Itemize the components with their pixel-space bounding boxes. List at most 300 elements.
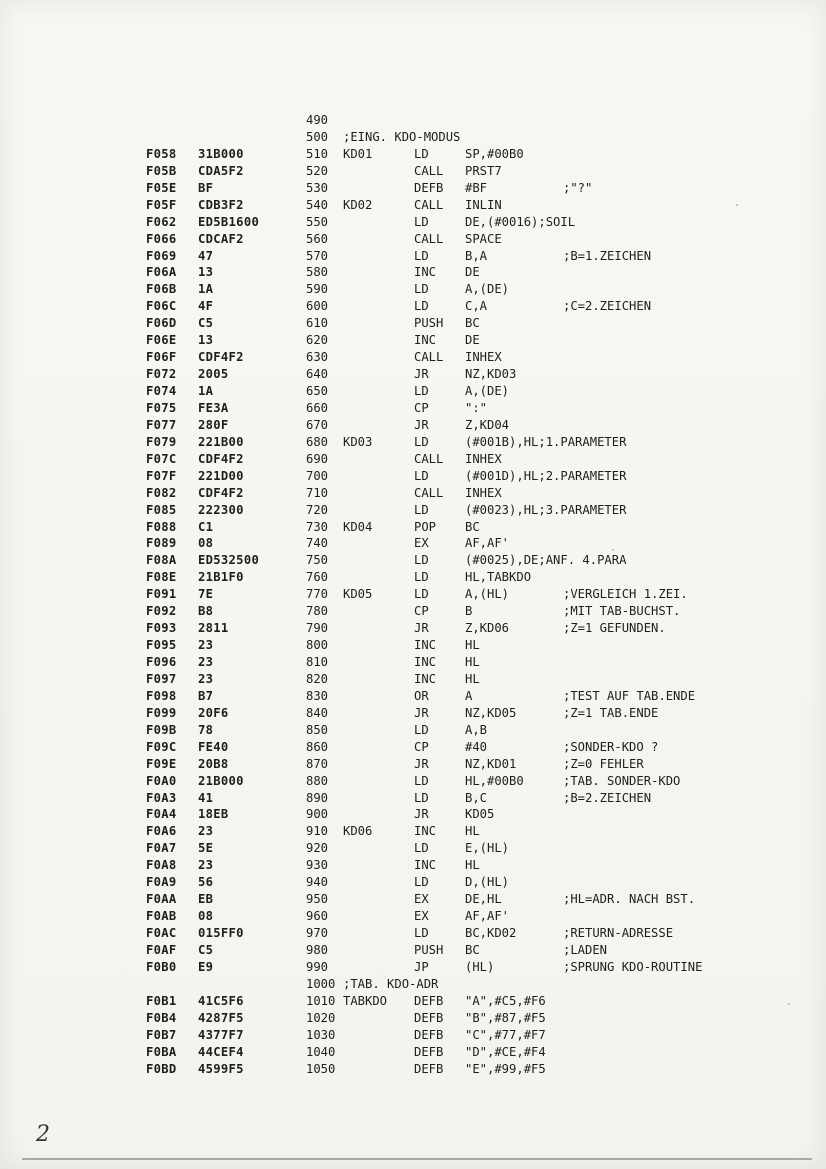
line-number-field: 830: [306, 688, 329, 703]
machine-code-field: 4599F5: [198, 1061, 244, 1076]
address-field: F07F: [146, 468, 177, 483]
machine-code-field: 4377F7: [198, 1027, 244, 1042]
comment-field: ;B=2.ZEICHEN: [563, 790, 652, 805]
mnemonic-field: LD: [414, 384, 429, 398]
listing-line: [0, 400, 826, 417]
address-field: F0B0: [146, 959, 177, 974]
comment-field: ;Z=1 GEFUNDEN.: [563, 621, 666, 636]
line-number-field: 620: [306, 333, 329, 348]
listing-line: [0, 197, 826, 214]
listing-line: [0, 180, 826, 197]
operand-field: DE,(#0016);SOIL: [465, 214, 576, 229]
address-field: F089: [146, 536, 177, 551]
address-field: F06C: [146, 299, 177, 314]
mnemonic-field: LD: [414, 926, 429, 940]
mnemonic-field: LD: [414, 299, 429, 314]
mnemonic-field: PUSH: [414, 316, 444, 331]
mnemonic-field: DEFB: [414, 180, 444, 195]
address-field: F097: [146, 671, 177, 686]
line-number-field: 700: [306, 468, 329, 483]
listing-line: [0, 908, 826, 925]
operand-field: C,A: [465, 299, 488, 314]
line-number-field: 540: [306, 197, 329, 212]
line-number-field: 500: [306, 129, 329, 144]
line-number-field: 880: [306, 773, 329, 788]
operand-field: INHEX: [465, 451, 502, 466]
mnemonic-field: CALL: [414, 350, 444, 365]
mnemonic-field: LD: [414, 248, 429, 263]
address-field: F069: [146, 248, 177, 263]
machine-code-field: 18EB: [198, 807, 229, 822]
machine-code-field: FE40: [198, 739, 229, 754]
listing-line: [0, 620, 826, 637]
operand-field: "C",#77,#F7: [465, 1027, 546, 1042]
comment-field: ;Z=0 FEHLER: [563, 756, 644, 771]
line-number-field: 1020: [306, 1010, 336, 1025]
mnemonic-field: LD: [414, 570, 429, 585]
address-field: F06A: [146, 265, 177, 280]
machine-code-field: 44CEF4: [198, 1044, 244, 1059]
mnemonic-field: DEFB: [414, 1061, 444, 1076]
listing-line: [0, 434, 826, 451]
machine-code-field: 015FF0: [198, 926, 244, 940]
listing-line: [0, 603, 826, 620]
address-field: F074: [146, 384, 177, 398]
page-number: 2: [36, 1122, 50, 1147]
mnemonic-field: LD: [414, 841, 429, 856]
listing-line: [0, 1061, 826, 1078]
listing-line: [0, 942, 826, 959]
comment-field: ;C=2.ZEICHEN: [563, 299, 652, 314]
line-number-field: 850: [306, 722, 329, 737]
operand-field: KD05: [465, 807, 495, 822]
listing-line: [0, 891, 826, 908]
listing-line: [0, 705, 826, 722]
listing-line: [0, 671, 826, 688]
address-field: F091: [146, 587, 177, 602]
line-number-field: 770: [306, 587, 329, 602]
mnemonic-field: LD: [414, 282, 429, 297]
listing-line: [0, 823, 826, 840]
listing-line: [0, 535, 826, 552]
comment-field: ;Z=1 TAB.ENDE: [563, 705, 659, 720]
machine-code-field: 20F6: [198, 705, 229, 720]
operand-field: INHEX: [465, 485, 502, 500]
line-number-field: 730: [306, 519, 329, 534]
operand-field: A,(HL): [465, 587, 510, 602]
listing-line: [0, 874, 826, 891]
listing-line: [0, 129, 826, 146]
mnemonic-field: INC: [414, 333, 437, 348]
page-bottom-edge: [22, 1158, 812, 1160]
line-number-field: 600: [306, 299, 329, 314]
address-field: F066: [146, 231, 177, 246]
address-field: F088: [146, 519, 177, 534]
machine-code-field: E9: [198, 959, 214, 974]
operand-field: BC: [465, 942, 480, 957]
address-field: F085: [146, 502, 177, 517]
address-field: F0A6: [146, 824, 177, 839]
mnemonic-field: CALL: [414, 197, 444, 212]
line-number-field: 650: [306, 384, 329, 398]
line-number-field: 1000: [306, 976, 336, 991]
address-field: F0B4: [146, 1010, 177, 1025]
line-number-field: 660: [306, 400, 329, 415]
line-number-field: 640: [306, 367, 329, 382]
mnemonic-field: CP: [414, 739, 429, 754]
operand-field: DE: [465, 265, 480, 280]
comment-field: ;RETURN-ADRESSE: [563, 926, 674, 940]
line-number-field: 990: [306, 959, 329, 974]
operand-field: (#0025),DE;ANF. 4.PARA: [465, 553, 627, 568]
line-number-field: 840: [306, 705, 329, 720]
listing-line: [0, 519, 826, 536]
line-number-field: 930: [306, 858, 329, 873]
listing-line: [0, 417, 826, 434]
machine-code-field: 56: [198, 875, 214, 890]
listing-line: [0, 925, 826, 942]
operand-field: A,B: [465, 722, 488, 737]
line-number-field: 720: [306, 502, 329, 517]
operand-field: NZ,KD01: [465, 756, 517, 771]
operand-field: B,C: [465, 790, 488, 805]
line-number-field: 1010: [306, 993, 336, 1008]
mnemonic-field: CALL: [414, 485, 444, 500]
mnemonic-field: LD: [414, 553, 429, 568]
mnemonic-field: LD: [414, 773, 429, 788]
listing-line: [0, 349, 826, 366]
address-field: F05E: [146, 180, 177, 195]
mnemonic-field: PUSH: [414, 942, 444, 957]
machine-code-field: 23: [198, 824, 214, 839]
address-field: F096: [146, 655, 177, 669]
mnemonic-field: JR: [414, 621, 429, 636]
machine-code-field: 2005: [198, 367, 229, 382]
operand-field: SPACE: [465, 231, 502, 246]
line-number-field: 1030: [306, 1027, 336, 1042]
line-number-field: 520: [306, 163, 329, 178]
listing-line: [0, 214, 826, 231]
listing-line: [0, 739, 826, 756]
machine-code-field: 280F: [198, 417, 229, 432]
machine-code-field: 23: [198, 671, 214, 686]
operand-field: HL: [465, 638, 480, 653]
machine-code-field: 41: [198, 790, 214, 805]
machine-code-field: CDA5F2: [198, 163, 244, 178]
machine-code-field: 20B8: [198, 756, 229, 771]
mnemonic-field: LD: [414, 146, 429, 161]
listing-line: [0, 637, 826, 654]
operand-field: BC: [465, 519, 480, 534]
mnemonic-field: LD: [414, 502, 429, 517]
listing-line: [0, 857, 826, 874]
address-field: F062: [146, 214, 177, 229]
listing-line: [0, 790, 826, 807]
operand-field: NZ,KD05: [465, 705, 517, 720]
line-number-field: 610: [306, 316, 329, 331]
operand-field: HL: [465, 671, 480, 686]
address-field: F077: [146, 417, 177, 432]
operand-field: A,(DE): [465, 384, 510, 398]
comment-field: ;TAB. SONDER-KDO: [563, 773, 681, 788]
line-number-field: 970: [306, 926, 329, 940]
address-field: F09C: [146, 739, 177, 754]
operand-field: DE,HL: [465, 892, 502, 907]
machine-code-field: ED532500: [198, 553, 260, 568]
listing-line: [0, 586, 826, 603]
mnemonic-field: DEFB: [414, 1044, 444, 1059]
mnemonic-field: INC: [414, 824, 437, 839]
mnemonic-field: INC: [414, 858, 437, 873]
operand-field: HL: [465, 858, 480, 873]
listing-line: [0, 1010, 826, 1027]
machine-code-field: 23: [198, 655, 214, 669]
address-field: F06D: [146, 316, 177, 331]
machine-code-field: 41C5F6: [198, 993, 244, 1008]
line-number-field: 890: [306, 790, 329, 805]
listing-line: [0, 298, 826, 315]
listing-line: [0, 485, 826, 502]
mnemonic-field: CALL: [414, 451, 444, 466]
listing-line: [0, 383, 826, 400]
address-field: F06E: [146, 333, 177, 348]
machine-code-field: 13: [198, 333, 214, 348]
address-field: F05F: [146, 197, 177, 212]
operand-field: Z,KD04: [465, 417, 510, 432]
mnemonic-field: CALL: [414, 163, 444, 178]
machine-code-field: 1A: [198, 282, 214, 297]
paper-speck: [612, 549, 614, 551]
address-field: F0A0: [146, 773, 177, 788]
address-field: F09E: [146, 756, 177, 771]
machine-code-field: C1: [198, 519, 214, 534]
listing-line: [0, 281, 826, 298]
line-number-field: 810: [306, 655, 329, 669]
label-field: KD06: [343, 824, 373, 839]
operand-field: B,A: [465, 248, 488, 263]
machine-code-field: C5: [198, 942, 214, 957]
operand-field: "D",#CE,#F4: [465, 1044, 546, 1059]
listing-line: [0, 1027, 826, 1044]
line-number-field: 490: [306, 113, 329, 127]
machine-code-field: B8: [198, 604, 214, 619]
address-field: F06B: [146, 282, 177, 297]
listing-line: [0, 112, 826, 129]
machine-code-field: FE3A: [198, 400, 229, 415]
address-field: F0A4: [146, 807, 177, 822]
paper-speck: [788, 1003, 790, 1005]
mnemonic-field: EX: [414, 536, 429, 551]
operand-field: HL: [465, 824, 480, 839]
listing-line: [0, 976, 826, 993]
listing-line: [0, 248, 826, 265]
mnemonic-field: LD: [414, 468, 429, 483]
operand-field: BC,KD02: [465, 926, 517, 940]
line-number-field: 820: [306, 671, 329, 686]
listing-line: [0, 840, 826, 857]
mnemonic-field: LD: [414, 587, 429, 602]
listing-line: [0, 959, 826, 976]
label-field: KD05: [343, 587, 373, 602]
operand-field: HL: [465, 655, 480, 669]
line-number-field: 740: [306, 536, 329, 551]
comment-field: ;VERGLEICH 1.ZEI.: [563, 587, 688, 602]
assembly-listing: [0, 112, 826, 1077]
machine-code-field: 08: [198, 909, 214, 924]
machine-code-field: 5E: [198, 841, 214, 856]
line-number-field: 670: [306, 417, 329, 432]
mnemonic-field: INC: [414, 638, 437, 653]
operand-field: SP,#00B0: [465, 146, 524, 161]
machine-code-field: 221D00: [198, 468, 244, 483]
operand-field: #40: [465, 739, 488, 754]
line-number-field: 790: [306, 621, 329, 636]
line-number-field: 1040: [306, 1044, 336, 1059]
machine-code-field: EB: [198, 892, 214, 907]
address-field: F095: [146, 638, 177, 653]
line-number-field: 750: [306, 553, 329, 568]
line-number-field: 560: [306, 231, 329, 246]
line-number-field: 980: [306, 942, 329, 957]
listing-line: [0, 552, 826, 569]
comment-field: ;MIT TAB-BUCHST.: [563, 604, 681, 619]
line-number-field: 900: [306, 807, 329, 822]
operand-field: "E",#99,#F5: [465, 1061, 546, 1076]
listing-line: [0, 332, 826, 349]
address-field: F0AC: [146, 926, 177, 940]
line-number-field: 690: [306, 451, 329, 466]
comment-field: ;SPRUNG KDO-ROUTINE: [563, 959, 703, 974]
address-field: F0BA: [146, 1044, 177, 1059]
label-field: KD03: [343, 434, 373, 449]
line-number-field: 870: [306, 756, 329, 771]
operand-field: E,(HL): [465, 841, 510, 856]
mnemonic-field: OR: [414, 688, 429, 703]
label-field: TABKDO: [343, 993, 388, 1008]
operand-field: D,(HL): [465, 875, 510, 890]
listing-line: [0, 993, 826, 1010]
listing-line: [0, 146, 826, 163]
operand-field: BC: [465, 316, 480, 331]
comment-field: ;TEST AUF TAB.ENDE: [563, 688, 696, 703]
line-number-field: 920: [306, 841, 329, 856]
mnemonic-field: LD: [414, 875, 429, 890]
line-number-field: 570: [306, 248, 329, 263]
mnemonic-field: JR: [414, 807, 429, 822]
line-number-field: 530: [306, 180, 329, 195]
address-field: F0A3: [146, 790, 177, 805]
listing-line: [0, 468, 826, 485]
mnemonic-field: LD: [414, 434, 429, 449]
mnemonic-field: INC: [414, 655, 437, 669]
listing-line: [0, 315, 826, 332]
address-field: F09B: [146, 722, 177, 737]
operand-field: HL,TABKDO: [465, 570, 532, 585]
listing-line: [0, 688, 826, 705]
address-field: F098: [146, 688, 177, 703]
address-field: F099: [146, 705, 177, 720]
machine-code-field: CDF4F2: [198, 451, 244, 466]
listing-line: [0, 654, 826, 671]
machine-code-field: 08: [198, 536, 214, 551]
machine-code-field: CDF4F2: [198, 485, 244, 500]
address-field: F08A: [146, 553, 177, 568]
listing-line: [0, 366, 826, 383]
machine-code-field: 221B00: [198, 434, 244, 449]
machine-code-field: 4F: [198, 299, 214, 314]
comment-field: ;HL=ADR. NACH BST.: [563, 892, 696, 907]
address-field: F082: [146, 485, 177, 500]
mnemonic-field: POP: [414, 519, 437, 534]
listing-line: [0, 264, 826, 281]
mnemonic-field: DEFB: [414, 993, 444, 1008]
address-field: F0BD: [146, 1061, 177, 1076]
operand-field: HL,#00B0: [465, 773, 524, 788]
comment-field: ;LADEN: [563, 942, 608, 957]
machine-code-field: 4287F5: [198, 1010, 244, 1025]
comment-field: ;"?": [563, 180, 593, 195]
mnemonic-field: EX: [414, 909, 429, 924]
machine-code-field: 47: [198, 248, 214, 263]
operand-field: (HL): [465, 959, 495, 974]
operand-field: INHEX: [465, 350, 502, 365]
machine-code-field: 21B000: [198, 773, 244, 788]
machine-code-field: 222300: [198, 502, 244, 517]
operand-field: (#0023),HL;3.PARAMETER: [465, 502, 627, 517]
address-field: F05B: [146, 163, 177, 178]
machine-code-field: 21B1F0: [198, 570, 244, 585]
address-field: F06F: [146, 350, 177, 365]
address-field: F093: [146, 621, 177, 636]
listing-line: [0, 806, 826, 823]
mnemonic-field: JR: [414, 756, 429, 771]
address-field: F0A9: [146, 875, 177, 890]
address-field: F0AB: [146, 909, 177, 924]
mnemonic-field: LD: [414, 722, 429, 737]
listing-line: [0, 451, 826, 468]
line-number-field: 510: [306, 146, 329, 161]
address-field: F0A8: [146, 858, 177, 873]
mnemonic-field: INC: [414, 671, 437, 686]
listing-line: [0, 163, 826, 180]
address-field: F072: [146, 367, 177, 382]
label-field: KD02: [343, 197, 373, 212]
operand-field: ":": [465, 400, 488, 415]
label-field: KD01: [343, 146, 373, 161]
address-field: F058: [146, 146, 177, 161]
line-number-field: 860: [306, 739, 329, 754]
line-number-field: 580: [306, 265, 329, 280]
line-number-field: 710: [306, 485, 329, 500]
line-number-field: 550: [306, 214, 329, 229]
machine-code-field: CDB3F2: [198, 197, 244, 212]
machine-code-field: 23: [198, 858, 214, 873]
operand-field: DE: [465, 333, 480, 348]
operand-field: (#001B),HL;1.PARAMETER: [465, 434, 627, 449]
operand-field: "A",#C5,#F6: [465, 993, 546, 1008]
machine-code-field: ED5B1600: [198, 214, 260, 229]
listing-line: [0, 231, 826, 248]
address-field: F0AA: [146, 892, 177, 907]
mnemonic-field: CP: [414, 400, 429, 415]
machine-code-field: B7: [198, 688, 214, 703]
operand-field: PRST7: [465, 163, 502, 178]
listing-line: [0, 502, 826, 519]
line-number-field: 960: [306, 909, 329, 924]
mnemonic-field: EX: [414, 892, 429, 907]
operand-field: NZ,KD03: [465, 367, 517, 382]
address-field: F075: [146, 400, 177, 415]
